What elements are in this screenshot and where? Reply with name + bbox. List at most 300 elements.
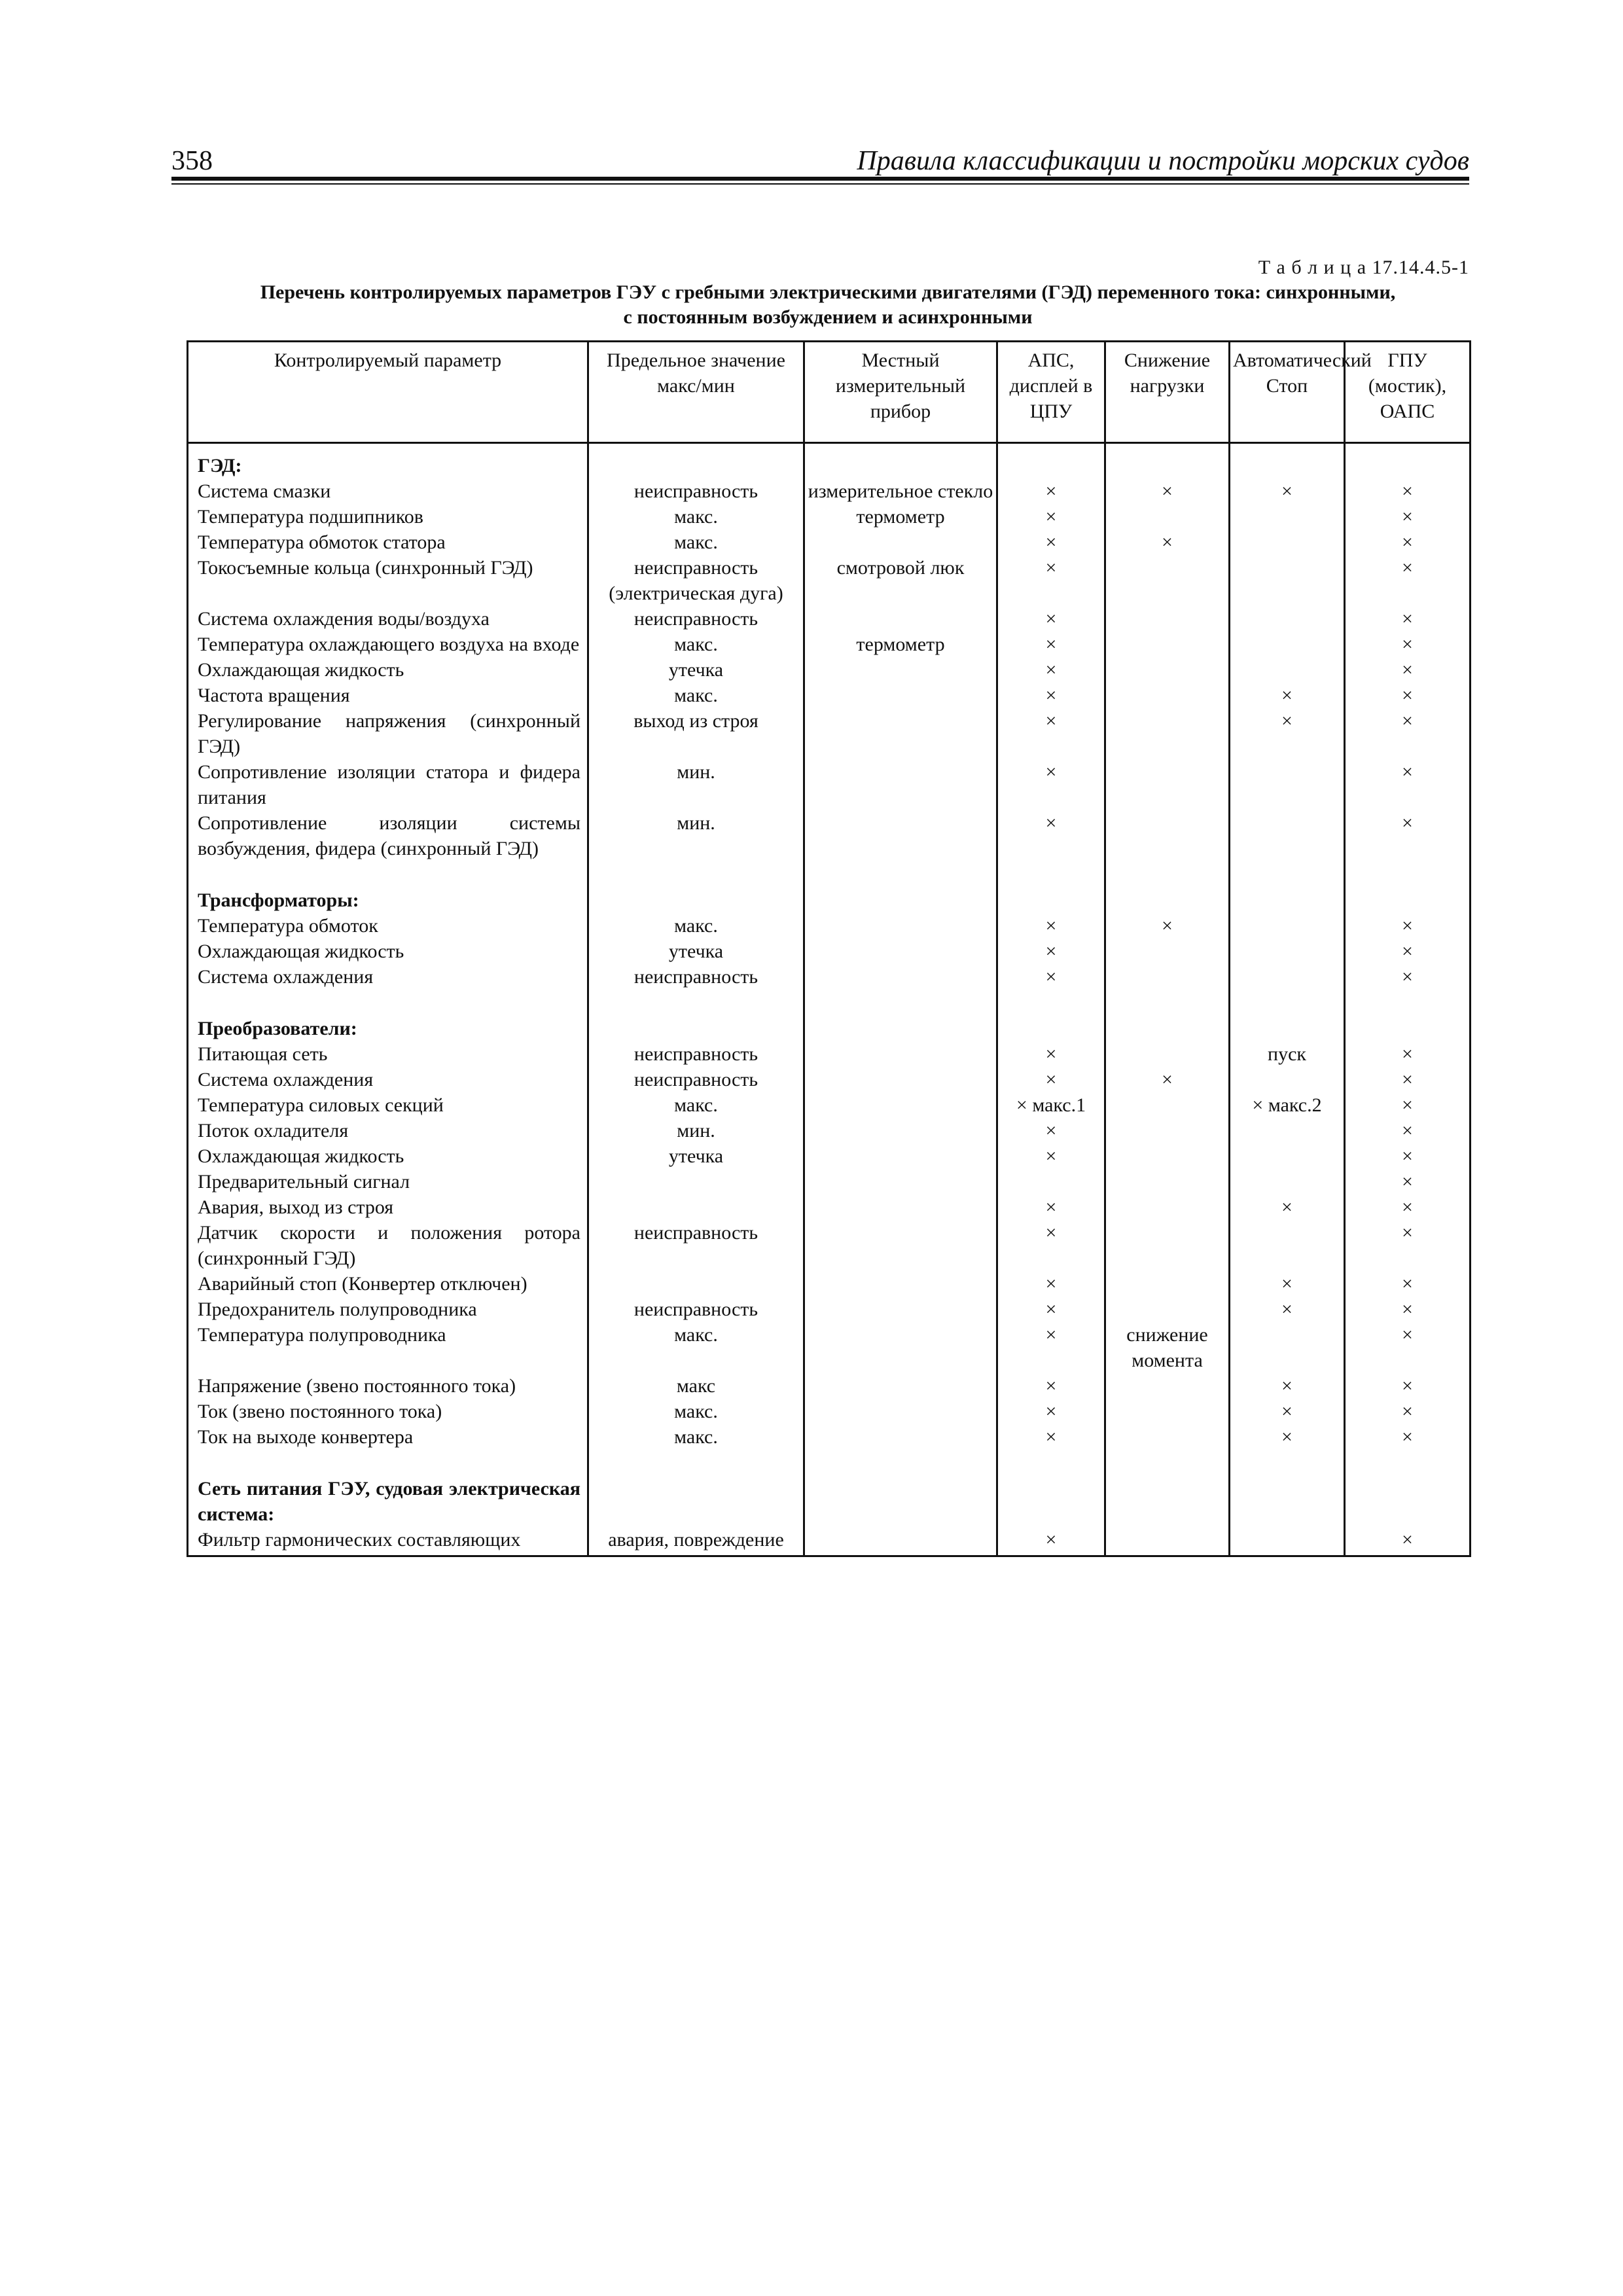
param-cell: Датчик скорости и положения ротора (синхронный ГЭД)	[188, 1220, 588, 1271]
section-title: Сеть питания ГЭУ, судовая электрическая система:	[188, 1476, 588, 1527]
load-cell	[1105, 1169, 1230, 1194]
param-cell: Токосъемные кольца (синхронный ГЭД)	[188, 555, 588, 606]
alarm-cell: ×	[997, 1194, 1105, 1220]
instrument-cell	[804, 683, 997, 708]
load-cell	[1105, 657, 1230, 683]
instrument-cell: термометр	[804, 632, 997, 657]
empty-cell	[1105, 1476, 1230, 1527]
instrument-cell	[804, 759, 997, 810]
table-row	[188, 478, 1471, 504]
section-heading-row	[188, 443, 1471, 479]
empty-cell	[804, 1016, 997, 1041]
table-row	[188, 708, 1471, 759]
bridge-cell: ×	[1345, 606, 1471, 632]
load-cell	[1105, 1399, 1230, 1424]
instrument-cell	[804, 606, 997, 632]
empty-cell	[804, 888, 997, 913]
table-row	[188, 555, 1471, 606]
empty-cell	[1105, 861, 1230, 888]
load-cell	[1105, 939, 1230, 964]
param-cell: Аварийный стоп (Конвертер отключен)	[188, 1271, 588, 1297]
param-cell: Охлаждающая жидкость	[188, 1143, 588, 1169]
limit-cell: макс.	[588, 632, 804, 657]
table-row	[188, 1194, 1471, 1220]
empty-cell	[588, 861, 804, 888]
alarm-cell	[997, 1169, 1105, 1194]
stop-cell	[1230, 632, 1345, 657]
bridge-cell: ×	[1345, 1424, 1471, 1450]
stop-cell: ×	[1230, 1424, 1345, 1450]
alarm-cell: ×	[997, 504, 1105, 529]
empty-cell	[1230, 990, 1345, 1016]
stop-cell	[1230, 529, 1345, 555]
empty-cell	[804, 1450, 997, 1476]
page-number: 358	[171, 146, 213, 176]
load-cell	[1105, 1424, 1230, 1450]
column-header-limit: Предельное значение макс/мин	[588, 342, 804, 443]
bridge-cell: ×	[1345, 964, 1471, 990]
table-row	[188, 939, 1471, 964]
table-row	[188, 1169, 1471, 1194]
bridge-cell: ×	[1345, 1143, 1471, 1169]
param-cell: Система смазки	[188, 478, 588, 504]
limit-cell	[588, 1271, 804, 1297]
stop-cell	[1230, 504, 1345, 529]
column-header-auto-stop: Автоматический Стоп	[1230, 342, 1345, 443]
table-row	[188, 504, 1471, 529]
empty-cell	[188, 861, 588, 888]
limit-cell: мин.	[588, 1118, 804, 1143]
limit-cell: неисправность	[588, 1220, 804, 1271]
empty-cell	[1345, 861, 1471, 888]
stop-cell: пуск	[1230, 1041, 1345, 1067]
load-cell	[1105, 632, 1230, 657]
empty-cell	[1105, 1016, 1230, 1041]
bridge-cell: ×	[1345, 708, 1471, 759]
table-row	[188, 1527, 1471, 1556]
limit-cell: неисправность	[588, 606, 804, 632]
table-label: Т а б л и ц а 17.14.4.5-1	[1258, 257, 1469, 278]
stop-cell	[1230, 1220, 1345, 1271]
limit-cell: макс.	[588, 1092, 804, 1118]
bridge-cell: ×	[1345, 504, 1471, 529]
load-cell	[1105, 606, 1230, 632]
bridge-cell: ×	[1345, 1322, 1471, 1373]
load-cell	[1105, 964, 1230, 990]
table-row	[188, 1067, 1471, 1092]
load-cell: ×	[1105, 529, 1230, 555]
load-cell	[1105, 504, 1230, 529]
empty-cell	[997, 1476, 1105, 1527]
bridge-cell: ×	[1345, 759, 1471, 810]
table-row	[188, 632, 1471, 657]
alarm-cell: ×	[997, 555, 1105, 606]
limit-cell: неисправность	[588, 1067, 804, 1092]
instrument-cell: измерительное стекло	[804, 478, 997, 504]
alarm-cell: ×	[997, 913, 1105, 939]
stop-cell	[1230, 1067, 1345, 1092]
bridge-cell: ×	[1345, 1194, 1471, 1220]
limit-cell: утечка	[588, 1143, 804, 1169]
table-row	[188, 1041, 1471, 1067]
param-cell: Система охлаждения воды/воздуха	[188, 606, 588, 632]
load-cell	[1105, 1143, 1230, 1169]
section-title: Трансформаторы:	[188, 888, 588, 913]
empty-cell	[804, 861, 997, 888]
alarm-cell: × макс.1	[997, 1092, 1105, 1118]
load-cell	[1105, 1092, 1230, 1118]
alarm-cell: ×	[997, 683, 1105, 708]
instrument-cell	[804, 1118, 997, 1143]
alarm-cell: ×	[997, 1220, 1105, 1271]
instrument-cell	[804, 529, 997, 555]
stop-cell: ×	[1230, 1194, 1345, 1220]
table-row	[188, 759, 1471, 810]
param-cell: Напряжение (звено постоянного тока)	[188, 1373, 588, 1399]
load-cell	[1105, 810, 1230, 861]
empty-cell	[1230, 861, 1345, 888]
caption-line-1: Перечень контролируемых параметров ГЭУ с гребными электрическими двигателями (ГЭД) переменного тока: синхронными,	[260, 281, 1396, 303]
load-cell	[1105, 1527, 1230, 1556]
alarm-cell: ×	[997, 1118, 1105, 1143]
empty-cell	[1230, 1016, 1345, 1041]
param-cell: Температура полупроводника	[188, 1322, 588, 1373]
stop-cell	[1230, 810, 1345, 861]
alarm-cell: ×	[997, 529, 1105, 555]
limit-cell: макс.	[588, 1399, 804, 1424]
alarm-cell: ×	[997, 478, 1105, 504]
limit-cell: макс.	[588, 504, 804, 529]
limit-cell: неисправность (электрическая дуга)	[588, 555, 804, 606]
load-cell	[1105, 1373, 1230, 1399]
limit-cell: макс.	[588, 1424, 804, 1450]
param-cell: Температура обмоток статора	[188, 529, 588, 555]
alarm-cell: ×	[997, 1041, 1105, 1067]
limit-cell: неисправность	[588, 478, 804, 504]
column-header-local-instrument: Местный измерительный прибор	[804, 342, 997, 443]
table-row	[188, 964, 1471, 990]
table-row	[188, 1092, 1471, 1118]
limit-cell: утечка	[588, 939, 804, 964]
empty-cell	[804, 990, 997, 1016]
load-cell: ×	[1105, 913, 1230, 939]
table-row	[188, 810, 1471, 861]
stop-cell: ×	[1230, 1297, 1345, 1322]
alarm-cell: ×	[997, 964, 1105, 990]
stop-cell	[1230, 1118, 1345, 1143]
stop-cell	[1230, 964, 1345, 990]
limit-cell: макс.	[588, 529, 804, 555]
column-header-bridge: ГПУ (мостик), ОАПС	[1345, 342, 1471, 443]
stop-cell	[1230, 913, 1345, 939]
alarm-cell: ×	[997, 632, 1105, 657]
bridge-cell: ×	[1345, 683, 1471, 708]
alarm-cell: ×	[997, 1424, 1105, 1450]
bridge-cell: ×	[1345, 1220, 1471, 1271]
alarm-cell: ×	[997, 1399, 1105, 1424]
table-row	[188, 657, 1471, 683]
section-heading-row	[188, 888, 1471, 913]
bridge-cell: ×	[1345, 1169, 1471, 1194]
bridge-cell: ×	[1345, 555, 1471, 606]
empty-cell	[1230, 888, 1345, 913]
alarm-cell: ×	[997, 1322, 1105, 1373]
empty-cell	[1230, 1476, 1345, 1527]
bridge-cell: ×	[1345, 939, 1471, 964]
limit-cell: макс.	[588, 913, 804, 939]
section-gap-row	[188, 990, 1471, 1016]
param-cell: Система охлаждения	[188, 1067, 588, 1092]
empty-cell	[1345, 1476, 1471, 1527]
empty-cell	[188, 990, 588, 1016]
param-cell: Охлаждающая жидкость	[188, 657, 588, 683]
load-cell	[1105, 1194, 1230, 1220]
empty-cell	[1105, 888, 1230, 913]
load-cell	[1105, 683, 1230, 708]
stop-cell: × макс.2	[1230, 1092, 1345, 1118]
stop-cell: ×	[1230, 1399, 1345, 1424]
empty-cell	[997, 1450, 1105, 1476]
instrument-cell	[804, 913, 997, 939]
empty-cell	[1345, 990, 1471, 1016]
load-cell	[1105, 1118, 1230, 1143]
param-cell: Система охлаждения	[188, 964, 588, 990]
param-cell: Температура обмоток	[188, 913, 588, 939]
bridge-cell: ×	[1345, 1297, 1471, 1322]
alarm-cell: ×	[997, 1143, 1105, 1169]
instrument-cell	[804, 1092, 997, 1118]
empty-cell	[804, 443, 997, 479]
param-cell: Ток (звено постоянного тока)	[188, 1399, 588, 1424]
empty-cell	[997, 443, 1105, 479]
table-row	[188, 1399, 1471, 1424]
instrument-cell	[804, 1220, 997, 1271]
instrument-cell	[804, 810, 997, 861]
load-cell	[1105, 708, 1230, 759]
instrument-cell	[804, 1322, 997, 1373]
load-cell	[1105, 1041, 1230, 1067]
param-cell: Предварительный сигнал	[188, 1169, 588, 1194]
param-cell: Ток на выходе конвертера	[188, 1424, 588, 1450]
empty-cell	[588, 1450, 804, 1476]
section-heading-row	[188, 1476, 1471, 1527]
table-row	[188, 683, 1471, 708]
bridge-cell: ×	[1345, 632, 1471, 657]
empty-cell	[588, 1016, 804, 1041]
bridge-cell: ×	[1345, 810, 1471, 861]
empty-cell	[1345, 1016, 1471, 1041]
stop-cell	[1230, 759, 1345, 810]
page-header	[171, 139, 1469, 179]
empty-cell	[1105, 1450, 1230, 1476]
limit-cell: мин.	[588, 810, 804, 861]
instrument-cell	[804, 1373, 997, 1399]
table-row	[188, 606, 1471, 632]
alarm-cell: ×	[997, 939, 1105, 964]
instrument-cell	[804, 939, 997, 964]
alarm-cell: ×	[997, 759, 1105, 810]
limit-cell: авария, повреждение	[588, 1527, 804, 1556]
table-header-row	[188, 342, 1471, 443]
empty-cell	[588, 1476, 804, 1527]
stop-cell	[1230, 1527, 1345, 1556]
empty-cell	[997, 1016, 1105, 1041]
param-cell: Температура силовых секций	[188, 1092, 588, 1118]
instrument-cell	[804, 964, 997, 990]
parameters-table	[187, 340, 1471, 1557]
section-title: Преобразователи:	[188, 1016, 588, 1041]
alarm-cell: ×	[997, 1527, 1105, 1556]
empty-cell	[997, 990, 1105, 1016]
param-cell: Охлаждающая жидкость	[188, 939, 588, 964]
load-cell	[1105, 1271, 1230, 1297]
instrument-cell	[804, 1169, 997, 1194]
table-row	[188, 529, 1471, 555]
table-caption	[187, 280, 1469, 330]
stop-cell	[1230, 1322, 1345, 1373]
empty-cell	[1105, 990, 1230, 1016]
param-cell: Температура подшипников	[188, 504, 588, 529]
column-header-parameter: Контролируемый параметр	[188, 342, 588, 443]
instrument-cell	[804, 1271, 997, 1297]
section-gap-row	[188, 1450, 1471, 1476]
param-cell: Частота вращения	[188, 683, 588, 708]
load-cell	[1105, 1297, 1230, 1322]
limit-cell: мин.	[588, 759, 804, 810]
stop-cell	[1230, 1143, 1345, 1169]
empty-cell	[1345, 443, 1471, 479]
section-title: ГЭД:	[188, 443, 588, 479]
limit-cell: макс.	[588, 1322, 804, 1373]
bridge-cell: ×	[1345, 657, 1471, 683]
stop-cell	[1230, 606, 1345, 632]
param-cell: Питающая сеть	[188, 1041, 588, 1067]
section-gap-row	[188, 861, 1471, 888]
empty-cell	[1345, 888, 1471, 913]
load-cell: снижение момента	[1105, 1322, 1230, 1373]
instrument-cell: смотровой люк	[804, 555, 997, 606]
table-row	[188, 1373, 1471, 1399]
bridge-cell: ×	[1345, 1041, 1471, 1067]
param-cell: Регулирование напряжения (синхронный ГЭД)	[188, 708, 588, 759]
empty-cell	[1105, 443, 1230, 479]
load-cell	[1105, 1220, 1230, 1271]
instrument-cell	[804, 1424, 997, 1450]
table-row	[188, 1118, 1471, 1143]
stop-cell: ×	[1230, 478, 1345, 504]
section-heading-row	[188, 1016, 1471, 1041]
limit-cell: выход из строя	[588, 708, 804, 759]
stop-cell	[1230, 555, 1345, 606]
instrument-cell: термометр	[804, 504, 997, 529]
instrument-cell	[804, 1041, 997, 1067]
load-cell	[1105, 555, 1230, 606]
limit-cell	[588, 1169, 804, 1194]
stop-cell: ×	[1230, 1373, 1345, 1399]
instrument-cell	[804, 1143, 997, 1169]
alarm-cell: ×	[997, 708, 1105, 759]
empty-cell	[588, 990, 804, 1016]
table-row	[188, 1322, 1471, 1373]
bridge-cell: ×	[1345, 1118, 1471, 1143]
empty-cell	[588, 443, 804, 479]
instrument-cell	[804, 1194, 997, 1220]
empty-cell	[1345, 1450, 1471, 1476]
limit-cell: макс.	[588, 683, 804, 708]
instrument-cell	[804, 1399, 997, 1424]
limit-cell: макс	[588, 1373, 804, 1399]
param-cell: Авария, выход из строя	[188, 1194, 588, 1220]
table-row	[188, 913, 1471, 939]
empty-cell	[1230, 1450, 1345, 1476]
instrument-cell	[804, 657, 997, 683]
param-cell: Поток охладителя	[188, 1118, 588, 1143]
limit-cell: неисправность	[588, 1297, 804, 1322]
stop-cell	[1230, 1169, 1345, 1194]
bridge-cell: ×	[1345, 529, 1471, 555]
column-header-load-reduction: Снижение нагрузки	[1105, 342, 1230, 443]
header-rule	[171, 177, 1469, 185]
limit-cell: неисправность	[588, 1041, 804, 1067]
limit-cell	[588, 1194, 804, 1220]
param-cell: Предохранитель полупроводника	[188, 1297, 588, 1322]
stop-cell: ×	[1230, 708, 1345, 759]
param-cell: Температура охлаждающего воздуха на входе	[188, 632, 588, 657]
empty-cell	[804, 1476, 997, 1527]
bridge-cell: ×	[1345, 1373, 1471, 1399]
table-body	[188, 443, 1471, 1556]
alarm-cell: ×	[997, 1067, 1105, 1092]
instrument-cell	[804, 708, 997, 759]
bridge-cell: ×	[1345, 913, 1471, 939]
alarm-cell: ×	[997, 1271, 1105, 1297]
table-row	[188, 1424, 1471, 1450]
empty-cell	[188, 1450, 588, 1476]
instrument-cell	[804, 1527, 997, 1556]
table-row	[188, 1297, 1471, 1322]
table-row	[188, 1143, 1471, 1169]
instrument-cell	[804, 1067, 997, 1092]
alarm-cell: ×	[997, 810, 1105, 861]
table-row	[188, 1271, 1471, 1297]
param-cell: Сопротивление изоляции системы возбуждения, фидера (синхронный ГЭД)	[188, 810, 588, 861]
stop-cell	[1230, 939, 1345, 964]
empty-cell	[1230, 443, 1345, 479]
param-cell: Сопротивление изоляции статора и фидера питания	[188, 759, 588, 810]
bridge-cell: ×	[1345, 478, 1471, 504]
load-cell: ×	[1105, 478, 1230, 504]
param-cell: Фильтр гармонических составляющих	[188, 1527, 588, 1556]
alarm-cell: ×	[997, 657, 1105, 683]
alarm-cell: ×	[997, 606, 1105, 632]
limit-cell: утечка	[588, 657, 804, 683]
bridge-cell: ×	[1345, 1271, 1471, 1297]
column-header-alarm-display: АПС, дисплей в ЦПУ	[997, 342, 1105, 443]
load-cell	[1105, 759, 1230, 810]
bridge-cell: ×	[1345, 1067, 1471, 1092]
limit-cell: неисправность	[588, 964, 804, 990]
bridge-cell: ×	[1345, 1092, 1471, 1118]
alarm-cell: ×	[997, 1297, 1105, 1322]
caption-line-2: с постоянным возбуждением и асинхронными	[623, 306, 1033, 328]
load-cell: ×	[1105, 1067, 1230, 1092]
stop-cell	[1230, 657, 1345, 683]
empty-cell	[588, 888, 804, 913]
table-row	[188, 1220, 1471, 1271]
running-title: Правила классификации и постройки морских судов	[857, 146, 1469, 176]
stop-cell: ×	[1230, 1271, 1345, 1297]
stop-cell: ×	[1230, 683, 1345, 708]
